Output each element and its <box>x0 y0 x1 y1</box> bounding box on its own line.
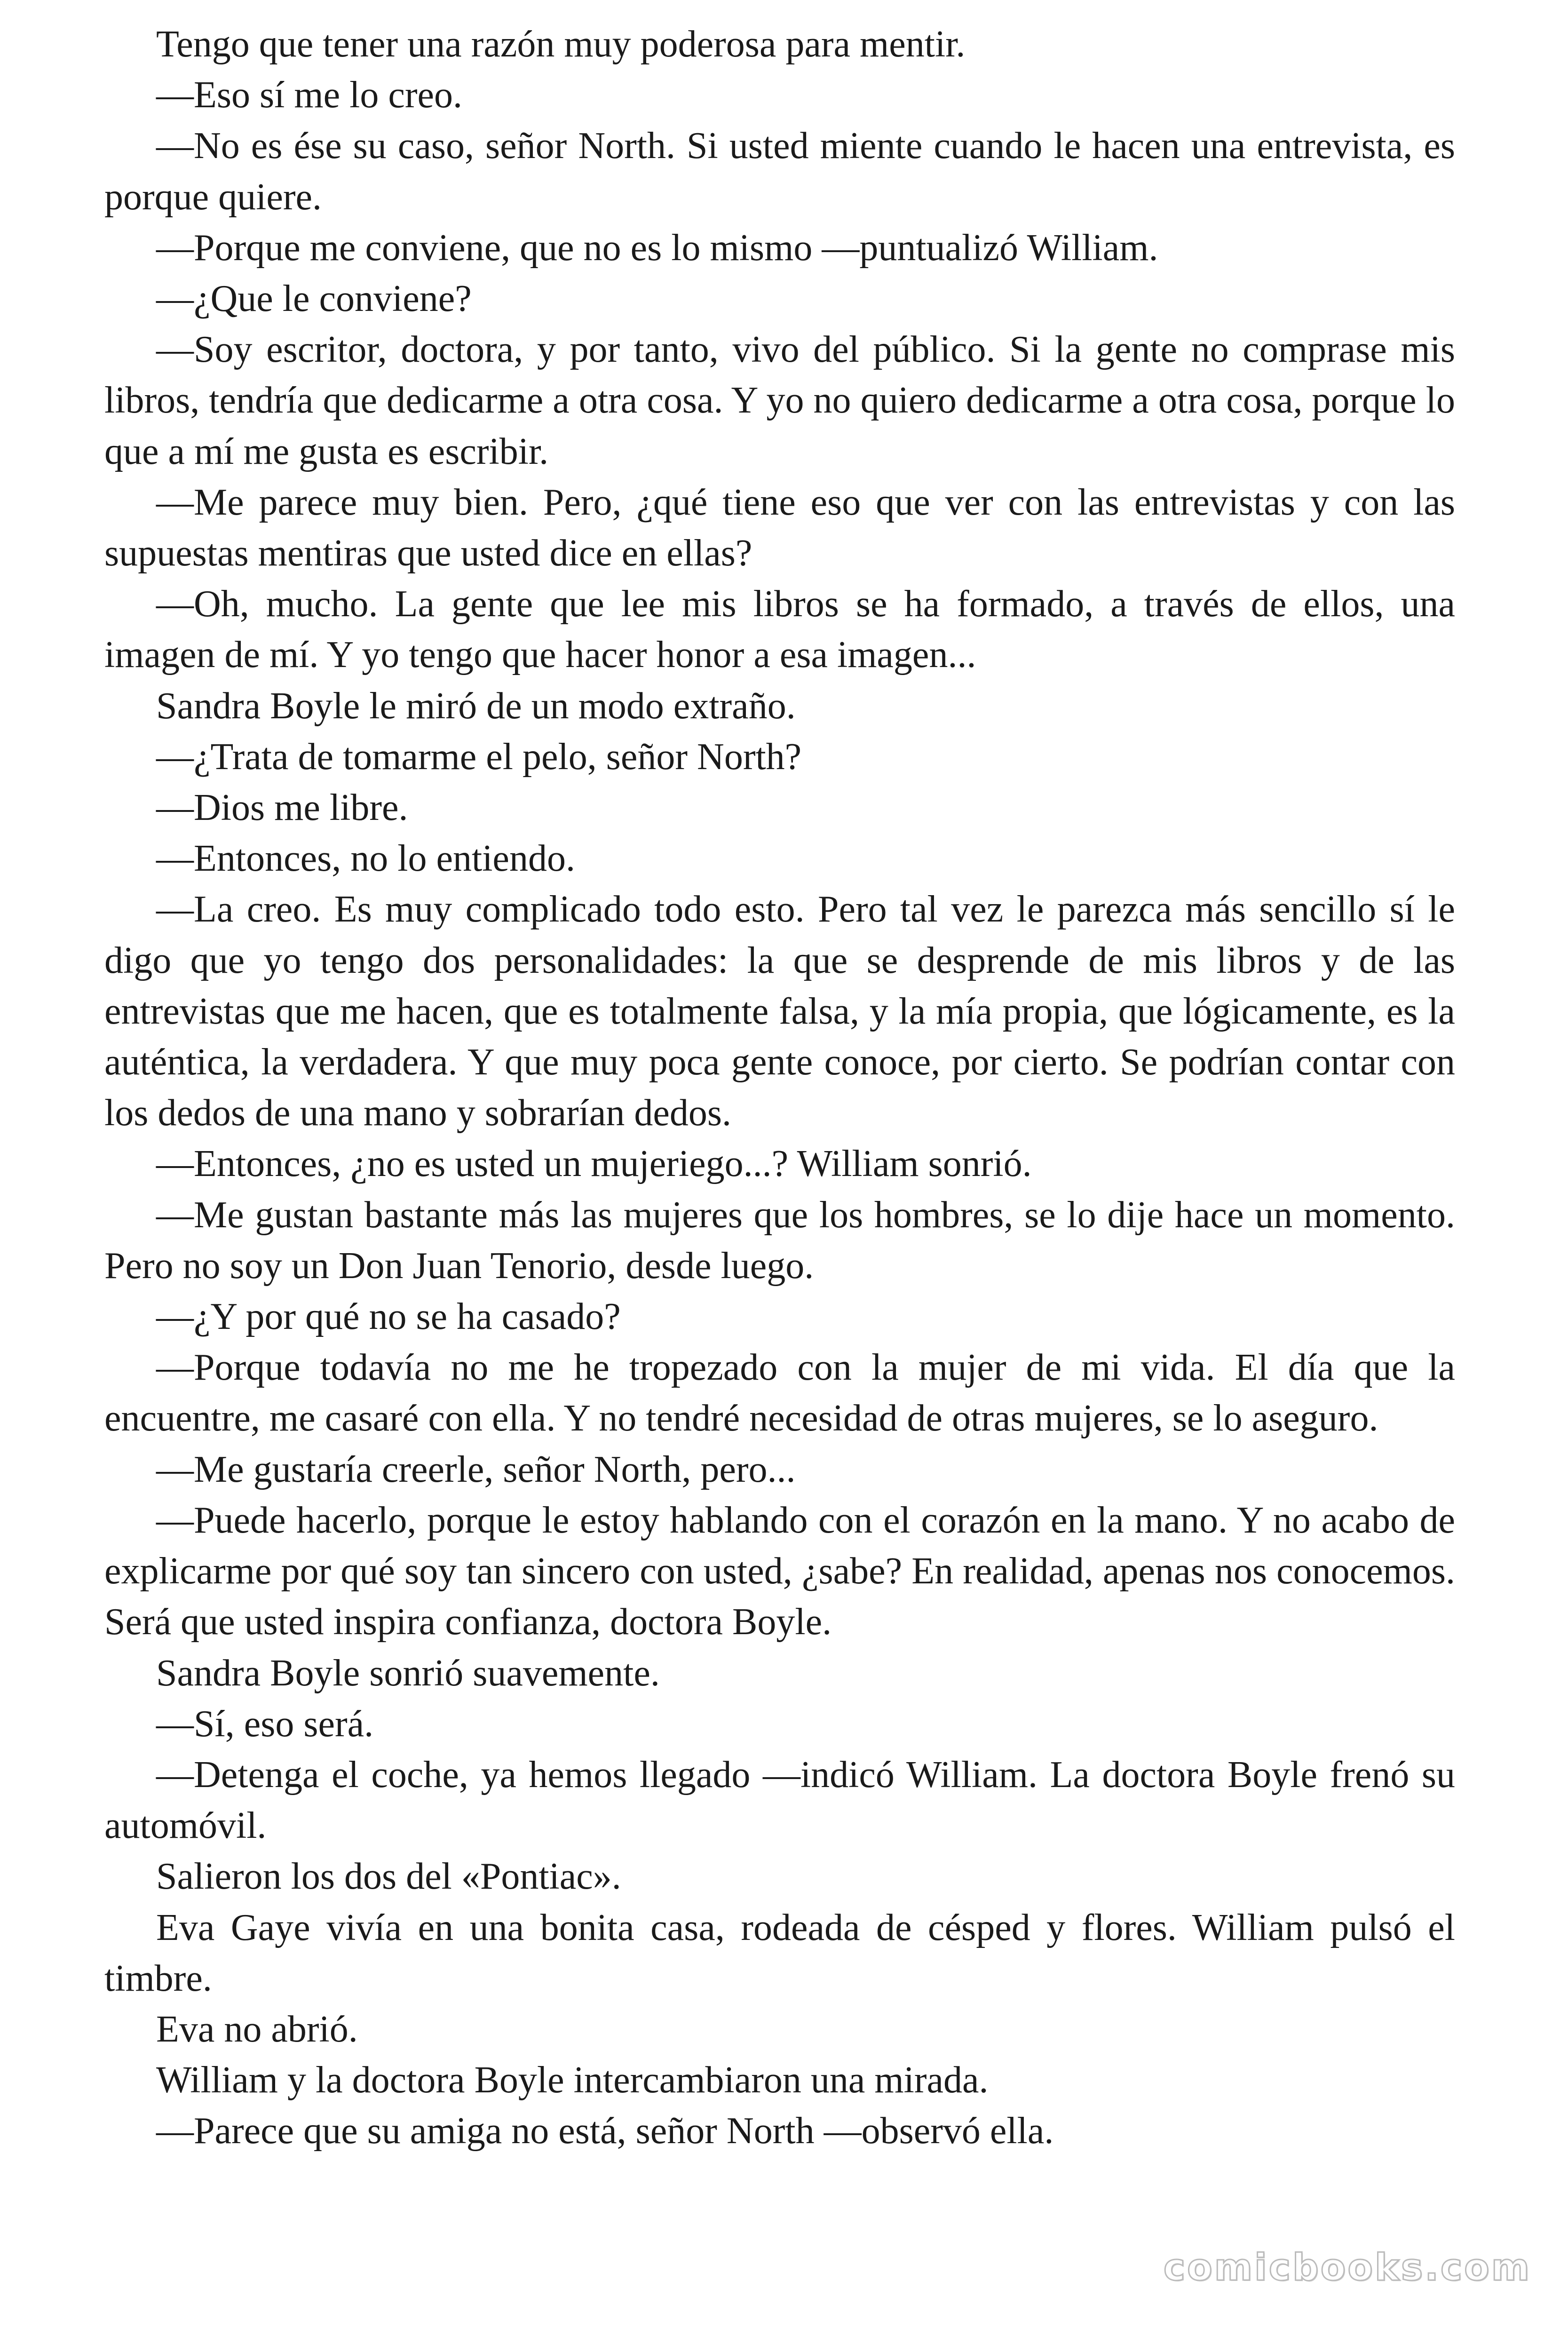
paragraph-25: Eva no abrió. <box>156 2008 358 2050</box>
text-body <box>104 19 1455 2157</box>
paragraph-9: Sandra Boyle le miró de un modo extraño. <box>156 685 796 727</box>
paragraph-1: Tengo que tener una razón muy poderosa para mentir. <box>156 24 966 65</box>
paragraph-12: —Entonces, no lo entiendo. <box>156 838 575 880</box>
paragraph-15: —Me gustan bastante más las mujeres que los hombres, se lo dije hace un momento. Pero no soy un Don Juan Tenorio, desde luego. <box>104 1194 1455 1287</box>
paragraph-20: Sandra Boyle sonrió suavemente. <box>156 1652 660 1694</box>
paragraph-26: William y la doctora Boyle intercambiaron una mirada. <box>156 2059 989 2101</box>
paragraph-13: —La creo. Es muy complicado todo esto. Pero tal vez le parezca más sencillo sí le digo que yo tengo dos personalidades: la que se desprende de mis libros y de las entrevistas que me hacen, que es totalmente falsa, y la mía propia, que lógicamente, es la auténtica, la verdadera. Y que muy poca gente conoce, por cierto. Se podrían contar con los dedos de una mano y sobrarían dedos. <box>104 889 1455 1134</box>
paragraph-18: —Me gustaría creerle, señor North, pero... <box>156 1448 796 1490</box>
paragraph-23: Salieron los dos del «Pontiac». <box>156 1856 621 1898</box>
paragraph-11: —Dios me libre. <box>156 787 408 829</box>
paragraph-16: —¿Y por qué no se ha casado? <box>156 1296 621 1338</box>
paragraph-27: —Parece que su amiga no está, señor North —observó ella. <box>156 2110 1054 2152</box>
paragraph-6: —Soy escritor, doctora, y por tanto, vivo del público. Si la gente no comprase mis libros, tendría que dedicarme a otra cosa. Y yo no quiero dedicarme a otra cosa, porque lo que a mí me gusta es escribir. <box>104 329 1455 472</box>
watermark: comicbooks.com <box>1163 2247 1531 2289</box>
paragraph-22: —Detenga el coche, ya hemos llegado —indicó William. La doctora Boyle frenó su automóvil. <box>104 1754 1455 1847</box>
paragraph-14: —Entonces, ¿no es usted un mujeriego...? William sonrió. <box>156 1143 1032 1185</box>
paragraph-24: Eva Gaye vivía en una bonita casa, rodeada de césped y flores. William pulsó el timbre. <box>104 1907 1455 1999</box>
paragraph-21: —Sí, eso será. <box>156 1703 374 1745</box>
paragraph-7: —Me parece muy bien. Pero, ¿qué tiene eso que ver con las entrevistas y con las supuestas mentiras que usted dice en ellas? <box>104 481 1455 574</box>
paragraph-8: —Oh, mucho. La gente que lee mis libros se ha formado, a través de ellos, una imagen de mí. Y yo tengo que hacer honor a esa imagen... <box>104 583 1455 676</box>
paragraph-10: —¿Trata de tomarme el pelo, señor North? <box>156 736 802 778</box>
paragraph-4: —Porque me conviene, que no es lo mismo —puntualizó William. <box>156 227 1158 269</box>
paragraph-5: —¿Que le conviene? <box>156 278 472 320</box>
paragraph-2: —Eso sí me lo creo. <box>156 74 462 116</box>
paragraph-19: —Puede hacerlo, porque le estoy hablando con el corazón en la mano. Y no acabo de explicarme por qué soy tan sincero con usted, ¿sabe? En realidad, apenas nos conocemos. Será que usted inspira confianza, doctora Boyle. <box>104 1499 1455 1643</box>
paragraph-17: —Porque todavía no me he tropezado con la mujer de mi vida. El día que la encuentre, me casaré con ella. Y no tendré necesidad de otras mujeres, se lo aseguro. <box>104 1347 1455 1439</box>
paragraph-3: —No es ése su caso, señor North. Si usted miente cuando le hacen una entrevista, es porque quiere. <box>104 125 1455 218</box>
